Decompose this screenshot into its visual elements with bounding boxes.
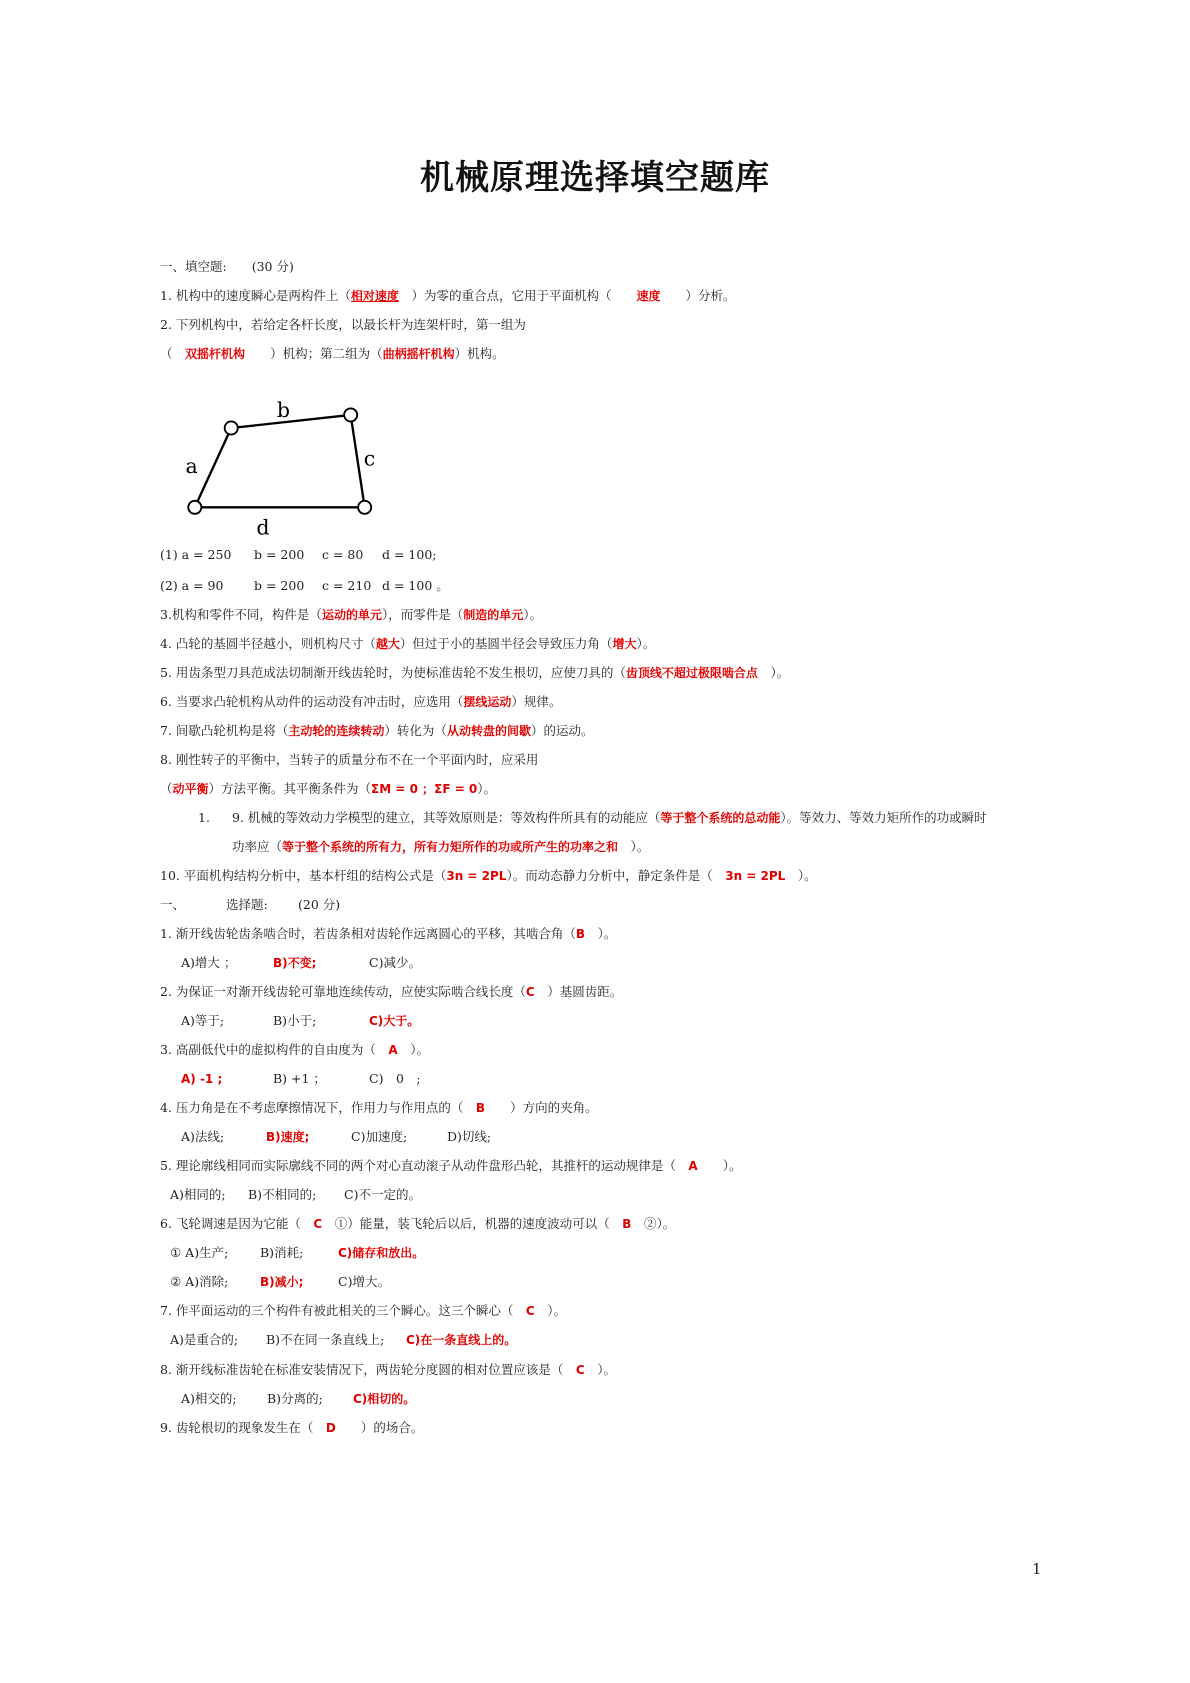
q2-d2-d: d = 100 。 [382, 578, 449, 593]
choice-question-8 [160, 1360, 616, 1378]
q3-text: 3.机构和零件不同，构件是（ [160, 607, 322, 622]
page-number: 1 [1032, 1560, 1042, 1578]
q2-d1-d: d = 100; [382, 547, 437, 562]
q2-d2-a: (2) a = 90 [160, 578, 224, 593]
c1-answer: B [575, 927, 586, 941]
c4-option-c: C)加速度; [351, 1129, 408, 1144]
c3-option-c: C) 0 ; [369, 1071, 421, 1086]
c2-option-b: B)小于; [273, 1013, 317, 1028]
c8-text-post: ）。 [597, 1362, 617, 1377]
c2-option-a: A)等于; [181, 1013, 225, 1028]
c5-option-c: C)不一定的。 [344, 1187, 421, 1202]
q9-list-number: 1. [198, 810, 210, 825]
c3-option-a: A) -1 ; [181, 1072, 223, 1086]
q2-answer-2: 曲柄摇杆机构 [382, 347, 455, 361]
q7-text-post: ）的运动。 [530, 723, 594, 738]
q10-text: 10. 平面机构结构分析中，基本杆组的结构公式是（ [160, 868, 447, 883]
joint-top-right [344, 408, 357, 421]
c2-answer: C [525, 985, 535, 999]
c5-text-post: ）。 [722, 1158, 742, 1173]
section2-score: (20 分) [298, 897, 341, 912]
q4-answer-2: 增大 [612, 637, 637, 651]
q10-answer-2: 3n = 2PL [725, 869, 786, 883]
choice-question-5 [160, 1156, 742, 1174]
c1-option-a: A)增大 ； [181, 955, 237, 970]
c4-option-b: B)速度; [266, 1130, 310, 1144]
q2-d2-b: b = 200 [254, 578, 305, 593]
c6-2-option-a: ② A)消除; [170, 1274, 229, 1289]
c6-2-option-c: C)增大。 [338, 1274, 390, 1289]
linkage-bars [195, 415, 365, 507]
choice-options-6-1 [170, 1243, 424, 1261]
q9-text-post: ）。 [630, 839, 650, 854]
choice-options-5 [170, 1185, 421, 1203]
c6-answer-2: B [622, 1217, 632, 1231]
choice-options-3 [181, 1069, 421, 1087]
q7-answer-1: 主动轮的连续转动 [288, 724, 385, 738]
q9-text: 9. 机械的等效动力学模型的建立，其等效原则是：等效构件所具有的动能应（ [232, 810, 661, 825]
q1-answer-1: 相对速度 [350, 289, 399, 303]
c7-text-post: ）。 [547, 1303, 567, 1318]
c1-option-c: C)减少。 [369, 955, 421, 970]
c6-text: 6. 飞轮调速是因为它能（ [160, 1216, 301, 1231]
question-4 [160, 634, 655, 652]
question-7 [160, 721, 593, 739]
choice-question-4 [160, 1098, 598, 1116]
c1-text-post: ）。 [597, 926, 617, 941]
q1-text: 1. 机构中的速度瞬心是两构件上（ [160, 288, 351, 303]
label-c: c [363, 446, 376, 471]
c4-option-d: D)切线; [447, 1129, 492, 1144]
q2-dataset-2 [160, 576, 449, 594]
label-d: d [256, 515, 270, 540]
c3-option-b: B) +1 ； [273, 1071, 326, 1086]
c8-text: 8. 渐开线标准齿轮在标准安装情况下，两齿轮分度圆的相对位置应该是（ [160, 1362, 564, 1377]
c7-option-c: C)在一条直线上的。 [406, 1333, 517, 1347]
c9-text: 9. 齿轮根切的现象发生在（ [160, 1420, 314, 1435]
q2-text-mid: ）机构；第二组为（ [270, 346, 383, 361]
label-a: a [185, 453, 198, 478]
c3-text: 3. 高副低代中的虚拟构件的自由度为（ [160, 1042, 376, 1057]
choice-question-1 [160, 924, 616, 942]
q8-text-post: ）。 [477, 781, 497, 796]
q8-answer-2: ΣM = 0 ；ΣF = 0 [371, 782, 478, 796]
question-8-line-1: 8. 刚性转子的平衡中，当转子的质量分布不在一个平面内时，应采用 [160, 752, 539, 767]
q3-text-mid: ），而零件是（ [381, 607, 464, 622]
q2-text-post: ）机构。 [454, 346, 505, 361]
q2-d1-c: c = 80 [322, 547, 364, 562]
c6-text-mid: ①）能量，装飞轮后以后，机器的速度波动可以（ [334, 1216, 610, 1231]
label-b: b [276, 400, 291, 422]
q2-text: （ [160, 346, 173, 361]
q5-text: 5. 用齿条型刀具范成法切制渐开线齿轮时，为使标准齿轮不发生根切，应使刀具的（ [160, 665, 626, 680]
q6-text-post: ）规律。 [511, 694, 562, 709]
q6-answer: 摆线运动 [463, 695, 512, 709]
q9-answer-2: 等于整个系统的所有力，所有力矩所作的功或所产生的功率之和 [282, 840, 619, 854]
c3-text-post: ）。 [410, 1042, 429, 1057]
c1-option-b: B)不变; [273, 956, 317, 970]
q3-answer-1: 运动的单元 [321, 608, 382, 622]
c6-1-option-c: C)储存和放出。 [338, 1246, 425, 1260]
q3-text-post: ）。 [523, 607, 542, 622]
c9-answer: D [325, 1421, 336, 1435]
q7-text-mid: ）转化为（ [384, 723, 447, 738]
c3-answer: A [388, 1043, 398, 1057]
c6-1-option-b: B)消耗; [260, 1245, 304, 1260]
section-header-fill-blank: 一、填空题: (30 分) [160, 259, 294, 274]
c5-answer: A [688, 1159, 698, 1173]
section-header-choice [160, 895, 340, 913]
joint-top-left [225, 421, 238, 434]
choice-question-2 [160, 982, 622, 1000]
c7-text: 7. 作平面运动的三个构件有被此相关的三个瞬心。这三个瞬心（ [160, 1303, 514, 1318]
four-bar-linkage-diagram [170, 400, 410, 540]
choice-options-4 [181, 1127, 491, 1145]
c6-answer-1: C [313, 1217, 323, 1231]
question-5 [160, 663, 789, 681]
q7-text: 7. 间歇凸轮机构是将（ [160, 723, 289, 738]
q9-text-line2: 功率应（ [232, 839, 283, 854]
choice-options-8 [181, 1389, 415, 1407]
q10-text-mid: ）。而动态静力分析中，静定条件是（ [506, 868, 713, 883]
question-10 [160, 866, 817, 884]
q1-answer-2: 速度 [636, 289, 661, 303]
c7-option-b: B)不在同一条直线上; [266, 1332, 385, 1347]
q5-answer: 齿顶线不超过极限啮合点 [625, 666, 758, 680]
joint-bottom-left [188, 501, 201, 514]
choice-question-6 [160, 1214, 675, 1232]
choice-question-7 [160, 1301, 566, 1319]
q8-text: （ [160, 781, 173, 796]
q9-text-mid: ）。等效力、等效力矩所作的功或瞬时 [780, 810, 987, 825]
choice-options-2 [181, 1011, 419, 1029]
choice-options-6-2 [170, 1272, 390, 1290]
q8-text-mid: ）方法平衡。其平衡条件为（ [208, 781, 372, 796]
c6-2-option-b: B)减小; [260, 1275, 304, 1289]
question-9-line-1 [198, 808, 987, 826]
c8-option-b: B)分离的; [267, 1391, 323, 1406]
q10-answer-1: 3n = 2PL [446, 869, 507, 883]
c2-text: 2. 为保证一对渐开线齿轮可靠地连续传动，应使实际啮合线长度（ [160, 984, 526, 999]
c8-answer: C [575, 1363, 585, 1377]
q4-answer-1: 越大 [375, 637, 400, 651]
question-9-line-2 [232, 837, 649, 855]
q8-answer-1: 动平衡 [172, 782, 209, 796]
q1-text-post: ）分析。 [685, 288, 736, 303]
q4-text: 4. 凸轮的基圆半径越小，则机构尺寸（ [160, 636, 376, 651]
q5-text-post: ）。 [770, 665, 790, 680]
c8-option-c: C)相切的。 [353, 1392, 416, 1406]
q3-answer-2: 制造的单元 [463, 608, 524, 622]
q10-text-post: ）。 [797, 868, 817, 883]
c7-option-a: A)是重合的; [170, 1332, 239, 1347]
c2-option-c: C)大于。 [369, 1014, 420, 1028]
q4-text-mid: ）但过于小的基圆半径会导致压力角（ [399, 636, 613, 651]
q2-dataset-1 [160, 547, 437, 562]
c4-option-a: A)法线; [181, 1129, 225, 1144]
q4-text-post: ）。 [636, 636, 656, 651]
c2-text-post: ）基圆齿距。 [547, 984, 623, 999]
question-6 [160, 692, 561, 710]
c4-answer: B [475, 1101, 486, 1115]
q6-text: 6. 当要求凸轮机构从动件的运动没有冲击时，应选用（ [160, 694, 464, 709]
q2-d2-c: c = 210 [322, 578, 372, 593]
question-1 [160, 286, 736, 304]
c1-text: 1. 渐开线齿轮齿条啮合时，若齿条相对齿轮作远离圆心的平移，其啮合角（ [160, 926, 576, 941]
q2-d1-b: b = 200 [254, 547, 305, 562]
question-8-line-2 [160, 779, 496, 797]
q2-d1-a: (1) a = 250 [160, 547, 232, 562]
c9-text-post: ）的场合。 [360, 1420, 424, 1435]
c7-answer: C [525, 1304, 535, 1318]
c6-1-option-a: ① A)生产; [170, 1245, 229, 1260]
choice-question-3 [160, 1040, 429, 1058]
question-3 [160, 605, 542, 623]
c4-text-post: ）方向的夹角。 [510, 1100, 598, 1115]
joint-bottom-right [358, 501, 371, 514]
q1-text-mid: ）为零的重合点，它用于平面机构（ [411, 288, 612, 303]
page-title: 机械原理选择填空题库 [420, 158, 770, 198]
q9-answer-1: 等于整个系统的总动能 [660, 811, 781, 825]
q7-answer-2: 从动转盘的间歇 [446, 724, 531, 738]
c5-option-b: B)不相同的; [248, 1187, 317, 1202]
question-2-line-2 [160, 344, 505, 362]
c6-text-post: ②）。 [643, 1216, 676, 1231]
choice-question-9 [160, 1418, 423, 1436]
choice-options-7 [170, 1330, 516, 1348]
question-2-line-1: 2. 下列机构中，若给定各杆长度，以最长杆为连架杆时，第一组为 [160, 317, 526, 332]
c5-option-a: A)相同的; [170, 1187, 226, 1202]
c4-text: 4. 压力角是在不考虑摩擦情况下，作用力与作用点的（ [160, 1100, 464, 1115]
q2-answer-1: 双摇杆机构 [185, 347, 246, 361]
c5-text: 5. 理论廓线相同而实际廓线不同的两个对心直动滚子从动件盘形凸轮，其推杆的运动规律是（ [160, 1158, 676, 1173]
section2-number: 一、 [160, 897, 186, 912]
choice-options-1 [181, 953, 421, 971]
c8-option-a: A)相交的; [181, 1391, 237, 1406]
section2-label: 选择题: [226, 897, 268, 912]
